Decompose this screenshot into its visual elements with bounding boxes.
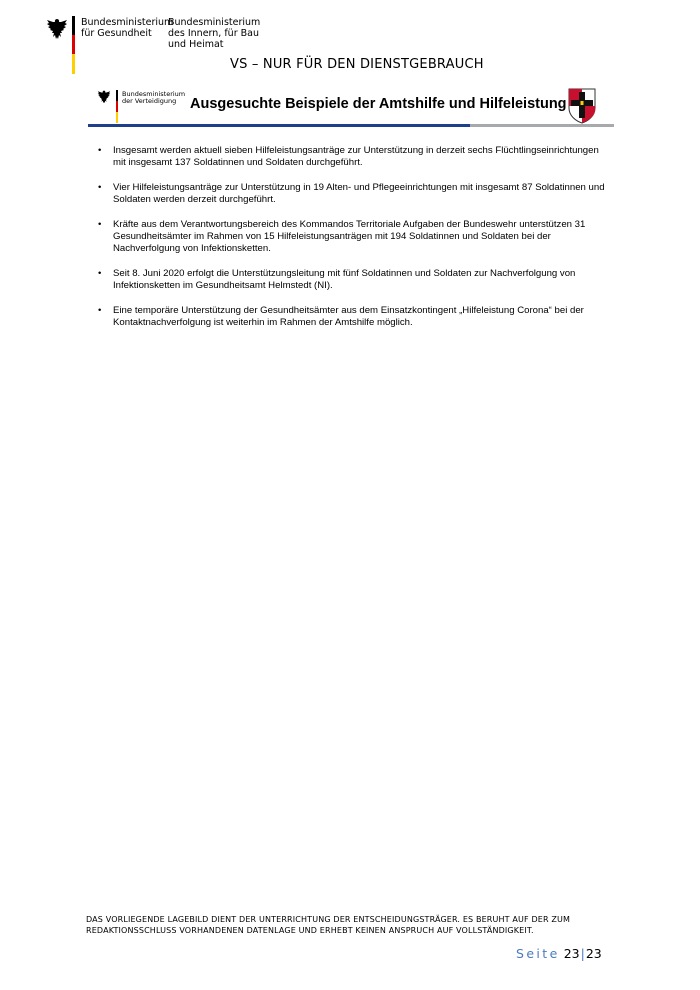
bullet-dot: • xyxy=(98,267,102,279)
bullet-dot: • xyxy=(98,304,102,316)
bullet-text: Eine temporäre Unterstützung der Gesundheitsämter aus dem Einsatzkontingent „Hilfeleistung Corona“ bei der Kontaktnachverfolgung ist weiterhin im Rahmen der Amtshilfe möglich. xyxy=(113,304,584,329)
flag-bar-gold xyxy=(72,54,75,74)
page-word: Seite xyxy=(516,946,560,961)
header-rule-blue xyxy=(88,124,470,127)
flag-bar-black xyxy=(72,16,75,35)
flag-bar-small-red xyxy=(116,101,118,112)
header-rule-gray xyxy=(470,124,614,127)
command-crest-icon xyxy=(568,88,596,124)
footer-disclaimer: DAS VORLIEGENDE LAGEBILD DIENT DER UNTERRICHTUNG DER ENTSCHEIDUNGSTRÄGER. ES BERUHT AUF DER ZUM REDAKTIONSSCHLUSS VORHANDENEN DATENLAGE UND ERHEBT KEINEN ANSPRUCH AUF VOLLSTÄNDIGKEIT. xyxy=(86,915,571,935)
flag-bar-small-black xyxy=(116,90,118,101)
bullet-dot: • xyxy=(98,181,102,193)
bullet-item xyxy=(96,305,606,329)
ministry-defence-label: Bundesministerium der Verteidigung xyxy=(122,90,186,105)
bullet-list xyxy=(96,145,606,342)
page-current: 23 xyxy=(563,946,580,961)
ministry-interior-label: Bundesministerium des Innern, für Bau und Heimat xyxy=(168,17,261,50)
federal-eagle-small-icon xyxy=(97,90,111,105)
federal-eagle-icon xyxy=(46,18,68,42)
flag-bar-red xyxy=(72,35,75,54)
bullet-item xyxy=(96,145,606,169)
flag-bar-small-gold xyxy=(116,112,118,123)
bullet-item xyxy=(96,268,606,292)
bullet-text: Vier Hilfeleistungsanträge zur Unterstützung in 19 Alten- und Pflegeeinrichtungen mit insgesamt 87 Soldatinnen und Soldaten werden derzeit durchgeführt. xyxy=(113,181,605,206)
classification-label: VS – NUR FÜR DEN DIENSTGEBRAUCH xyxy=(230,57,484,72)
ministry-health-label: Bundesministerium für Gesundheit xyxy=(81,17,174,39)
bullet-dot: • xyxy=(98,145,102,156)
slide-title: Ausgesuchte Beispiele der Amtshilfe und Hilfeleistung xyxy=(190,96,567,112)
bullet-item xyxy=(96,219,606,256)
bullet-item xyxy=(96,182,606,206)
page-number xyxy=(516,946,602,961)
bullet-dot: • xyxy=(98,218,102,230)
page-separator: | xyxy=(580,946,585,961)
page-total: 23 xyxy=(585,946,602,961)
bullet-text: Insgesamt werden aktuell sieben Hilfeleistungsanträge zur Unterstützung in derzeit sechs Flüchtlingseinrichtungen mit insgesamt 137 Soldatinnen und Soldaten durchgeführt. xyxy=(113,145,599,169)
bullet-text: Kräfte aus dem Verantwortungsbereich des Kommandos Territoriale Aufgaben der Bundeswehr unterstützen 31 Gesundheitsämter im Rahmen von 15 Hilfeleistungsanträgen mit 194 Soldatinnen und Soldaten bei der Nachverfolgung von Infektionsketten. xyxy=(113,218,586,255)
bullet-text: Seit 8. Juni 2020 erfolgt die Unterstützungsleitung mit fünf Soldatinnen und Soldaten zur Nachverfolgung von Infektionsketten im Gesundheitsamt Helmstedt (NI). xyxy=(113,267,576,292)
